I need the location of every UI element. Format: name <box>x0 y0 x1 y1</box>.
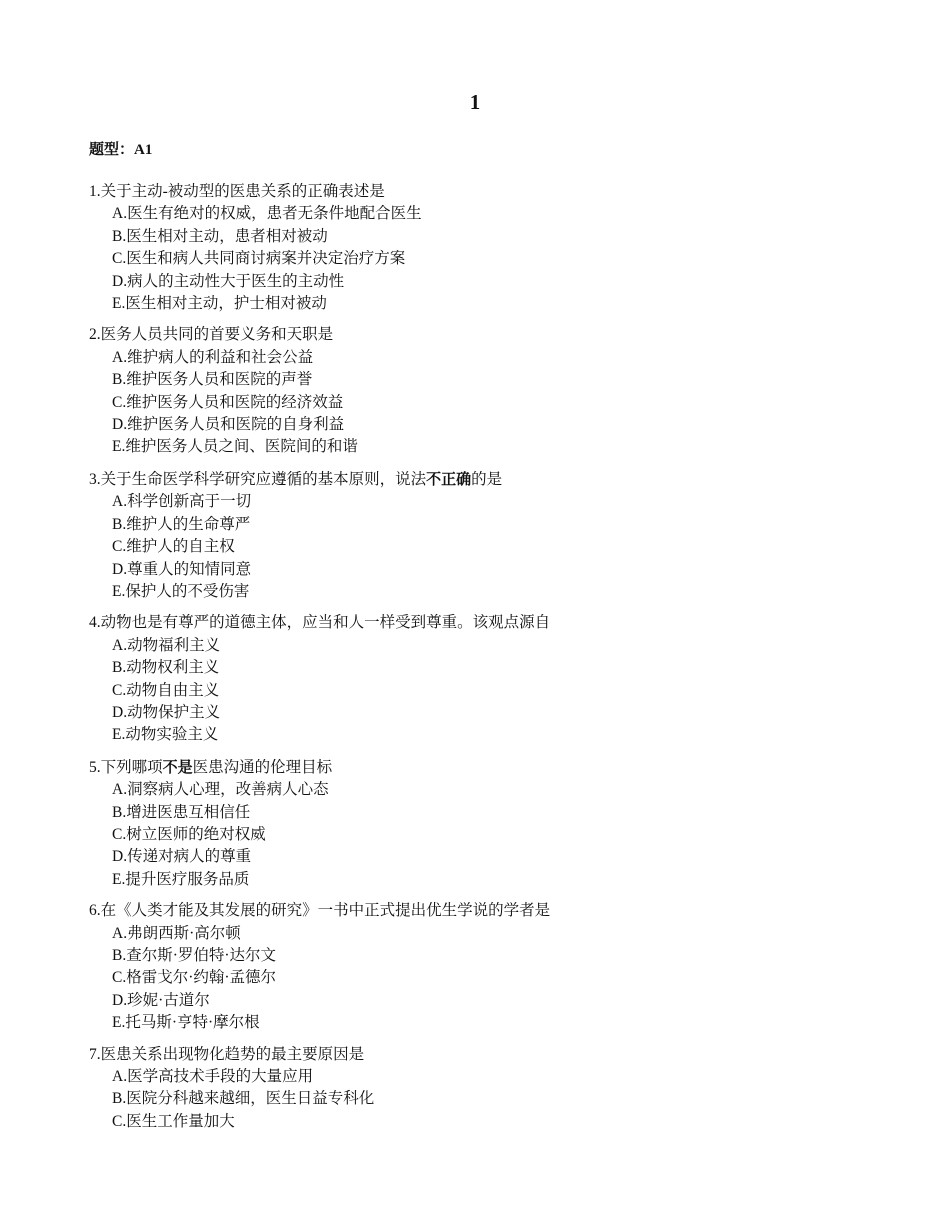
question-stem <box>89 1044 889 1066</box>
option-e: E.提升医疗服务品质 <box>112 870 250 888</box>
option-c: C.格雷戈尔·约翰·孟德尔 <box>112 969 277 987</box>
option-d: D.尊重人的知情同意 <box>112 560 252 578</box>
question-text: 动物也是有尊严的道德主体，应当和人一样受到尊重。该观点源自 <box>100 614 551 632</box>
option-list <box>89 779 889 891</box>
option-c: C.维护人的自主权 <box>112 538 235 556</box>
option-b: B.医生相对主动，患者相对被动 <box>112 227 328 245</box>
option-a: A.科学创新高于一切 <box>112 493 252 511</box>
option-e: E.保护人的不受伤害 <box>112 582 250 600</box>
option-a: A.洞察病人心理，改善病人心态 <box>112 781 329 799</box>
question-number: 5. <box>89 758 101 776</box>
option-e: E.动物实验主义 <box>112 726 219 744</box>
question-text-before: 关于生命医学科学研究应遵循的基本原则，说法 <box>100 470 427 488</box>
question-text: 医患关系出现物化趋势的最主要原因是 <box>100 1045 365 1063</box>
option-a: A.维护病人的利益和社会公益 <box>112 348 314 366</box>
question-4 <box>89 612 889 746</box>
option-d: D.维护医务人员和医院的自身利益 <box>112 416 345 434</box>
option-a: A.医学高技术手段的大量应用 <box>112 1068 314 1086</box>
question-6 <box>89 900 889 1034</box>
option-d: D.动物保护主义 <box>112 703 221 721</box>
question-text-before: 下列哪项 <box>100 758 163 776</box>
question-7 <box>89 1044 889 1134</box>
option-e: E.医生相对主动，护士相对被动 <box>112 295 327 313</box>
question-text: 关于主动-被动型的医患关系的正确表述是 <box>100 183 385 200</box>
question-text-after: 医患沟通的伦理目标 <box>192 758 333 776</box>
option-c: C.维护医务人员和医院的经济效益 <box>112 393 344 411</box>
option-b: B.维护医务人员和医院的声誉 <box>112 371 313 389</box>
option-d: D.病人的主动性大于医生的主动性 <box>112 272 345 290</box>
option-list <box>89 203 889 315</box>
question-stem <box>89 612 889 634</box>
option-b: B.维护人的生命尊严 <box>112 515 251 533</box>
question-stem <box>89 900 889 922</box>
option-list <box>89 1066 889 1133</box>
question-number: 1. <box>89 183 101 200</box>
question-number: 7. <box>89 1045 101 1063</box>
option-c: C.树立医师的绝对权威 <box>112 825 266 843</box>
option-c: C.动物自由主义 <box>112 681 220 699</box>
question-number: 2. <box>89 326 101 344</box>
question-stem <box>89 181 889 203</box>
question-2 <box>89 324 889 458</box>
option-e: E.维护医务人员之间、医院间的和谐 <box>112 438 358 456</box>
question-number: 4. <box>89 614 101 632</box>
question-number: 3. <box>89 470 101 488</box>
option-d: D.珍妮·古道尔 <box>112 991 210 1009</box>
option-b: B.动物权利主义 <box>112 659 220 677</box>
question-list <box>89 181 889 1142</box>
option-b: B.增进医患互相信任 <box>112 803 251 821</box>
option-c: C.医生和病人共同商讨病案并决定治疗方案 <box>112 250 406 268</box>
option-list <box>89 635 889 747</box>
question-emphasis: 不是 <box>162 757 193 776</box>
question-number: 6. <box>89 902 101 920</box>
option-list <box>89 923 889 1035</box>
option-a: A.动物福利主义 <box>112 636 221 654</box>
option-a: A.弗朗西斯·高尔顿 <box>112 924 241 942</box>
question-emphasis: 不正确 <box>426 469 472 488</box>
option-c: C.医生工作量加大 <box>112 1112 235 1130</box>
question-text: 医务人员共同的首要义务和天职是 <box>100 326 334 344</box>
question-1 <box>89 181 889 315</box>
option-list <box>89 491 889 603</box>
page-number: 1 <box>469 90 481 114</box>
question-stem <box>89 468 889 491</box>
question-stem <box>89 324 889 346</box>
question-stem <box>89 756 889 779</box>
option-d: D.传递对病人的尊重 <box>112 848 252 866</box>
section-header: 题型：A1 <box>89 142 153 158</box>
question-3 <box>89 468 889 603</box>
option-e: E.托马斯·亨特·摩尔根 <box>112 1014 260 1032</box>
question-text-after: 的是 <box>471 470 503 488</box>
question-5 <box>89 756 889 891</box>
question-text: 在《人类才能及其发展的研究》一书中正式提出优生学说的学者是 <box>100 902 551 920</box>
option-a: A.医生有绝对的权威，患者无条件地配合医生 <box>112 205 422 223</box>
option-b: B.查尔斯·罗伯特·达尔文 <box>112 947 277 964</box>
option-b: B.医院分科越来越细，医生日益专科化 <box>112 1090 375 1108</box>
option-list <box>89 347 889 459</box>
